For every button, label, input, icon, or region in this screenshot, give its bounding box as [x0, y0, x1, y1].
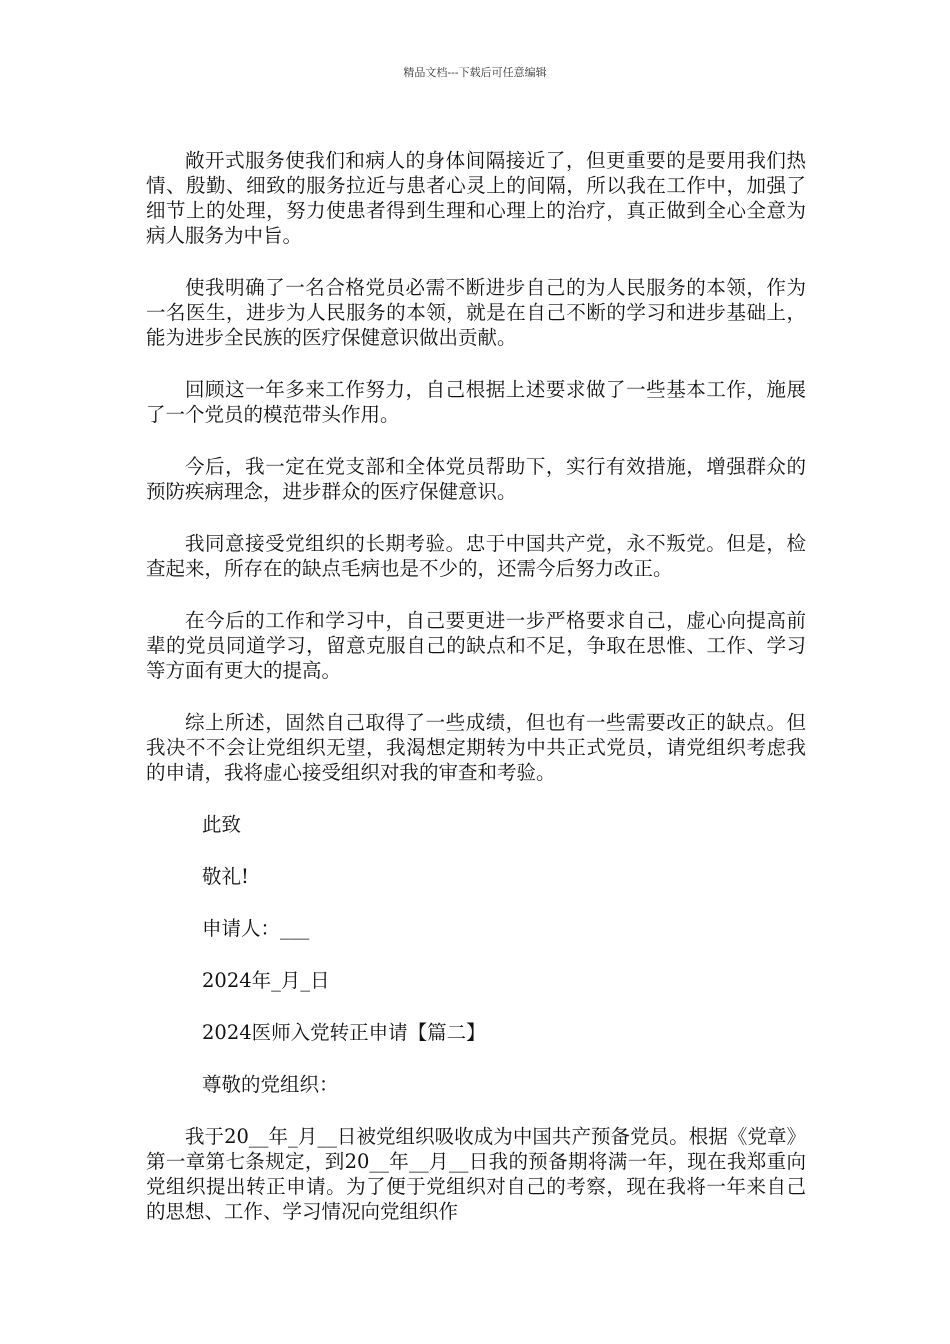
- paragraph-3: 回顾这一年多来工作努力，自己根据上述要求做了一些基本工作，施展了一个党员的模范带头作用。: [146, 378, 806, 426]
- paragraph-5: 我同意接受党组织的长期考验。忠于中国共产党，永不叛党。但是，检查起来，所存在的缺点毛病也是不少的，还需今后努力改正。: [146, 532, 806, 580]
- document-body: [146, 148, 806, 1251]
- section-title: 2024医师入党转正申请【篇二】: [202, 1021, 486, 1044]
- paragraph-4: 今后，我一定在党支部和全体党员帮助下，实行有效措施，增强群众的预防疾病理念，进步群众的医疗保健意识。: [146, 455, 806, 503]
- paragraph-7: 综上所述，固然自己取得了一些成绩，但也有一些需要改正的缺点。但我决不不会让党组织无望，我渴想定期转为中共正式党员，请党组织考虑我的申请，我将虚心接受组织对我的审查和考验。: [146, 711, 806, 784]
- page-header: 精品文档---下载后可任意编辑: [403, 66, 547, 79]
- date-line: 2024年_月_日: [202, 969, 330, 992]
- paragraph-1: 敞开式服务使我们和病人的身体间隔接近了，但更重要的是要用我们热情、殷勤、细致的服务拉近与患者心灵上的间隔，所以我在工作中，加强了细节上的处理，努力使患者得到生理和心理上的治疗，真正做到全心全意为病人服务为中旨。: [146, 149, 806, 247]
- closing-respect: 敬礼!: [202, 865, 249, 888]
- closing-salute: 此致: [202, 813, 242, 836]
- paragraph-6: 在今后的工作和学习中，自己要更进一步严格要求自己，虚心向提高前辈的党员同道学习，留意克服自己的缺点和不足，争取在思惟、工作、学习等方面有更大的提高。: [146, 609, 806, 682]
- section-greeting: 尊敬的党组织：: [202, 1073, 339, 1096]
- section-body: 我于20__年_月__日被党组织吸收成为中国共产预备党员。根据《党章》第一章第七条规定，到20__年__月__日我的预备期将满一年，现在我郑重向党组织提出转正申请。为了便于党组织对自己的考察，现在我将一年来自己的思想、工作、学习情况向党组织作: [146, 1125, 806, 1223]
- paragraph-2: 使我明确了一名合格党员必需不断进步自己的为人民服务的本领，作为一名医生，进步为人民服务的本领，就是在自己不断的学习和进步基础上，能为进步全民族的医疗保健意识做出贡献。: [146, 276, 806, 349]
- applicant-line: 申请人：___: [202, 917, 310, 940]
